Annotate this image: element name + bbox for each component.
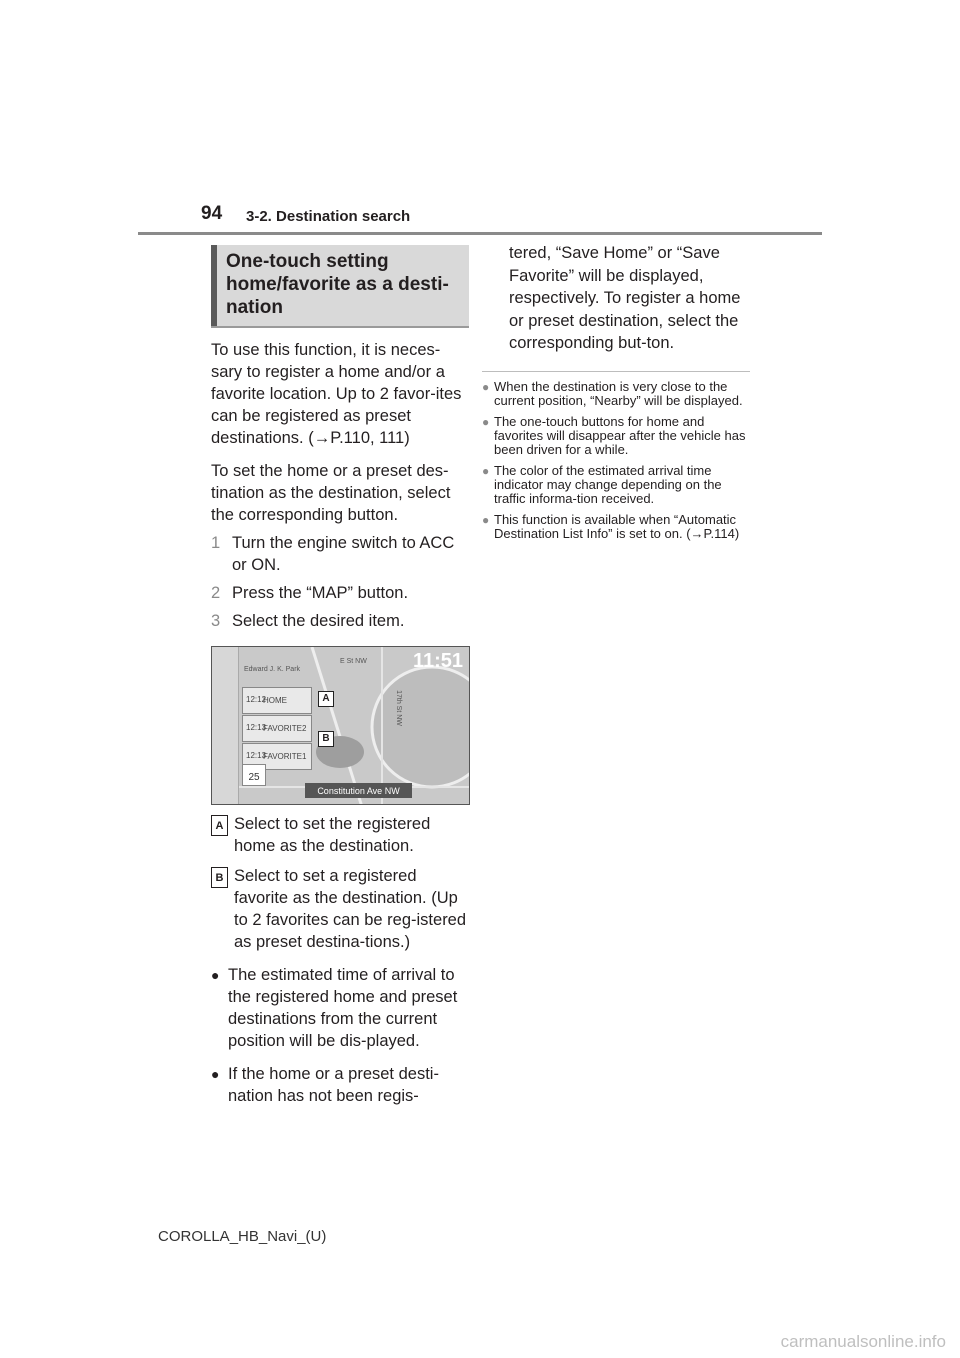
note-item <box>482 464 750 506</box>
section-heading: One-touch setting home/favorite as a desti-nation <box>211 245 469 326</box>
header-rule <box>138 232 822 235</box>
step-number: 2 <box>211 584 221 602</box>
step-1 <box>211 532 469 576</box>
step-number: 3 <box>211 612 221 630</box>
speed-limit-sign: 25 <box>242 764 266 786</box>
bullet-item <box>211 964 469 1052</box>
note-bullet-icon: ● <box>482 512 490 527</box>
note-text: This function is available when “Automatic Destination List Info” is set to on. (→P.114) <box>494 511 740 541</box>
notes-divider <box>482 371 750 372</box>
callout-text: Select to set a registered favorite as the destination. (Up to 2 favorites can be reg-istered as preset destina-tions.) <box>234 867 467 951</box>
intro-paragraph: To use this function, it is neces-sary to register a home and/or a favorite location. Up to 2 favor-ites can be registered as preset destinations. (→P.110, 111) <box>211 341 462 447</box>
note-item <box>482 380 750 408</box>
note-bullet-icon: ● <box>482 379 490 394</box>
home-card[interactable] <box>242 687 312 714</box>
card-name: FAVORITE2 <box>263 724 307 733</box>
step-number: 1 <box>211 534 221 552</box>
card-name: HOME <box>263 696 287 705</box>
instruction-paragraph: To set the home or a preset des-tination as the destination, select the corresponding button. <box>211 462 451 524</box>
callout-label: B <box>211 867 228 888</box>
note-item <box>482 513 750 541</box>
step-2 <box>211 582 469 604</box>
footer-manual-id: COROLLA_HB_Navi_(U) <box>158 1228 327 1245</box>
step-text: Select the desired item. <box>232 612 405 630</box>
continued-text: tered, “Save Home” or “Save Favorite” will be displayed, respectively. To register a home or preset destination, select the corresponding but-ton. <box>509 244 741 352</box>
page-number: 94 <box>201 203 223 224</box>
note-bullet-icon: ● <box>482 463 490 478</box>
step-text: Press the “MAP” button. <box>232 584 409 602</box>
watermark[interactable]: carmanualsonline.info <box>780 1332 946 1351</box>
marker-b: B <box>318 731 334 747</box>
map-clock: 11:51 <box>412 650 463 672</box>
note-text: The color of the estimated arrival time indicator may change depending on the traffic informa-tion received. <box>494 462 722 506</box>
section-title: 3-2. Destination search <box>246 208 411 225</box>
street-label: E St NW <box>340 658 367 665</box>
right-column <box>482 240 750 541</box>
card-time: 12:13 <box>246 751 267 760</box>
callout-b <box>211 865 469 953</box>
street-label: 17th St NW <box>394 690 402 726</box>
road-name-label: Constitution Ave NW <box>305 783 412 798</box>
bullet-text: The estimated time of arrival to the registered home and preset destinations from the current position will be dis-played. <box>228 966 458 1050</box>
note-text: The one-touch buttons for home and favorites will disappear after the vehicle has been driven for a while. <box>494 413 746 457</box>
heading-underline <box>211 326 469 328</box>
bullet-icon: ● <box>211 1066 220 1082</box>
card-time: 12:12 <box>246 695 267 704</box>
favorite2-card[interactable] <box>242 715 312 742</box>
bullet-text: If the home or a preset desti-nation has not been regis- <box>228 1065 439 1105</box>
map-screen-figure <box>211 646 470 805</box>
card-name: FAVORITE1 <box>263 752 307 761</box>
note-text: When the destination is very close to the current position, “Nearby” will be displayed. <box>494 378 743 408</box>
map-sidebar <box>212 647 239 804</box>
bullet-icon: ● <box>211 967 220 983</box>
callout-label: A <box>211 815 228 836</box>
marker-a: A <box>318 691 334 707</box>
note-item <box>482 415 750 457</box>
park-label: Edward J. K. Park <box>244 666 301 673</box>
step-text: Turn the engine switch to ACC or ON. <box>232 534 455 574</box>
card-time: 12:13 <box>246 723 267 732</box>
bullet-item <box>211 1063 469 1107</box>
step-3 <box>211 610 469 632</box>
note-bullet-icon: ● <box>482 414 490 429</box>
left-column <box>211 245 469 1107</box>
callout-text: Select to set the registered home as the destination. <box>234 815 431 855</box>
callout-a <box>211 813 469 857</box>
